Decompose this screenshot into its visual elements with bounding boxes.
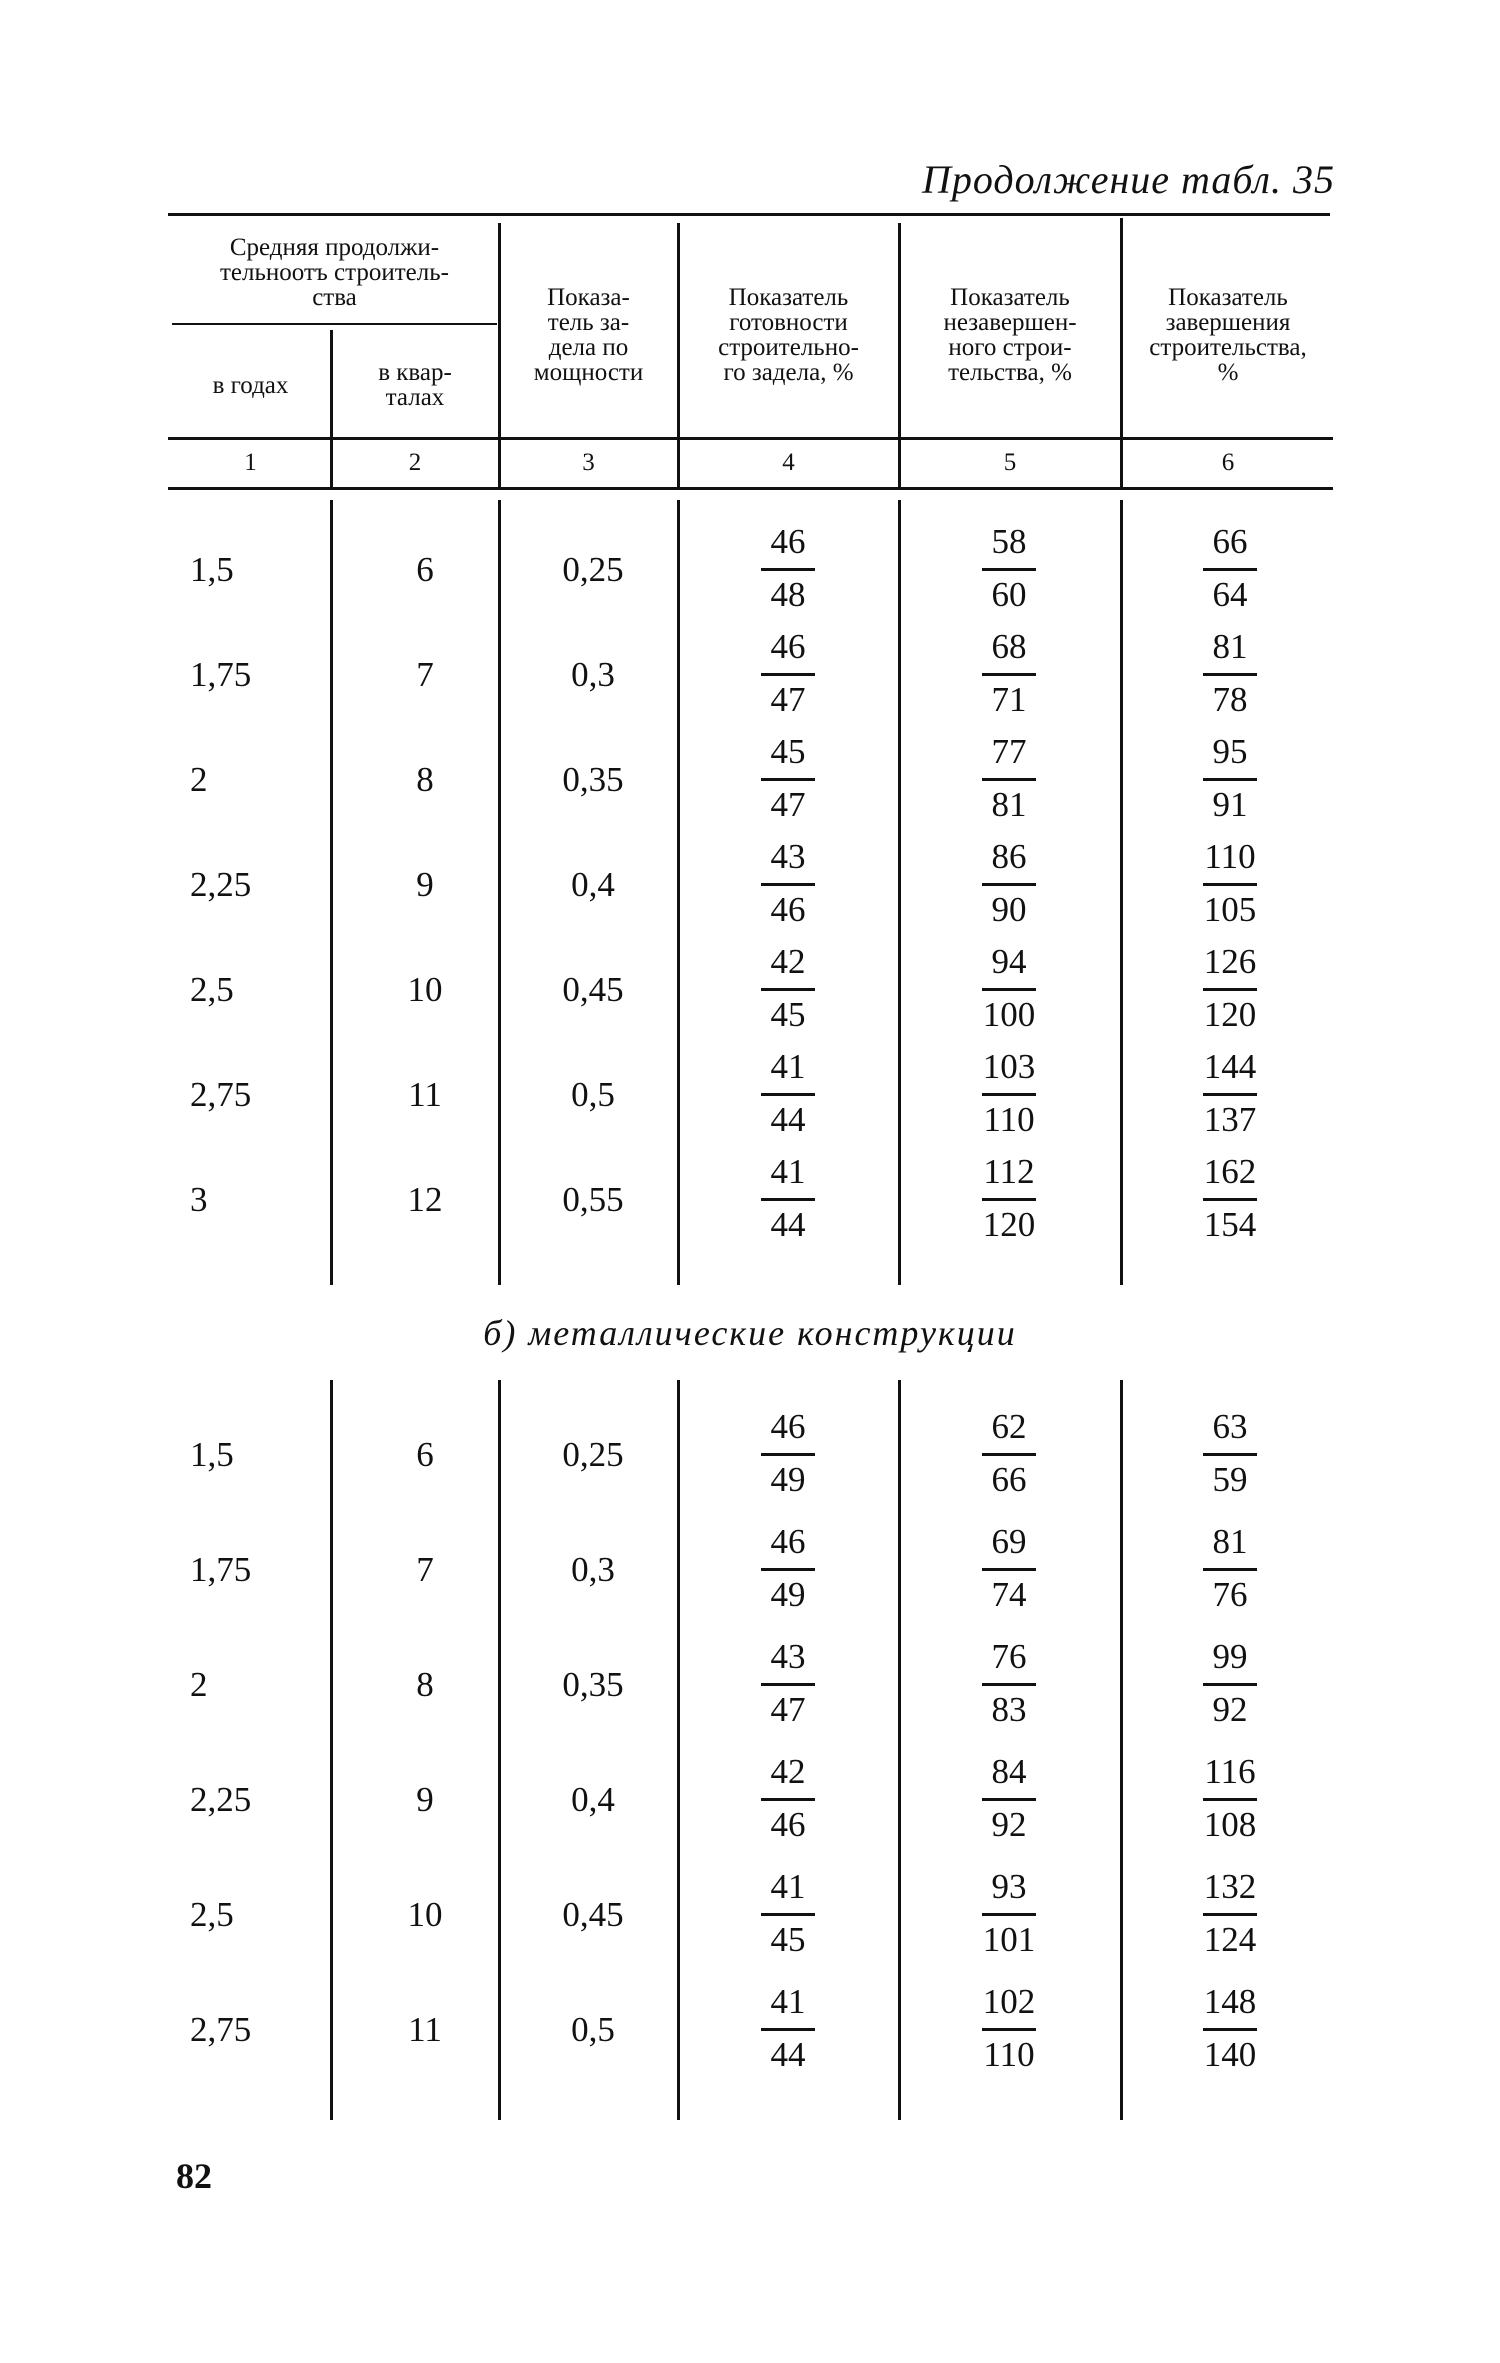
- readiness-fraction: [738, 1522, 838, 1615]
- denominator: 76: [1212, 1575, 1248, 1614]
- readiness-fraction: [738, 1407, 838, 1500]
- numerator: 102: [982, 1982, 1036, 2021]
- completion-fraction: [1180, 1152, 1280, 1245]
- fraction-bar: [982, 1453, 1036, 1456]
- numerator: 95: [1212, 732, 1248, 771]
- body-divider: [330, 500, 333, 1285]
- numerator: 66: [1212, 522, 1248, 561]
- quarters-cell: 8: [416, 1665, 434, 1704]
- unfinished-fraction: [959, 1152, 1059, 1245]
- numerator: 68: [991, 627, 1027, 666]
- denominator: 71: [991, 680, 1027, 719]
- header-quarters: в квар- талах: [378, 359, 452, 411]
- fraction-bar: [761, 883, 815, 886]
- numerator: 110: [1204, 837, 1256, 876]
- quarters-cell: 11: [408, 2010, 442, 2049]
- header-unfinished-indicator: Показатель незавершен- ного строи- тельства, %: [943, 284, 1077, 386]
- numerator: 45: [770, 732, 806, 771]
- numerator: 46: [770, 1407, 806, 1446]
- fraction-bar: [761, 988, 815, 991]
- table-caption: Продолжение табл. 35: [921, 157, 1335, 202]
- numerator: 58: [991, 522, 1027, 561]
- fraction-bar: [761, 1913, 815, 1916]
- fraction-bar: [1203, 673, 1257, 676]
- column-number: 3: [582, 449, 595, 476]
- fraction-bar: [1203, 1913, 1257, 1916]
- fraction-bar: [761, 1198, 815, 1201]
- fraction-bar: [1203, 988, 1257, 991]
- denominator: 44: [770, 2035, 806, 2074]
- denominator: 48: [770, 575, 806, 614]
- denominator: 44: [770, 1205, 806, 1244]
- column-number: 1: [244, 449, 257, 476]
- unfinished-fraction: [959, 1407, 1059, 1500]
- column-number: 5: [1003, 449, 1017, 476]
- numerator: 42: [770, 942, 806, 981]
- body-divider: [498, 1380, 501, 2120]
- readiness-fraction: [738, 1752, 838, 1845]
- readiness-fraction: [738, 837, 838, 930]
- completion-fraction: [1180, 1522, 1280, 1615]
- denominator: 66: [991, 1460, 1027, 1499]
- fraction-bar: [1203, 1683, 1257, 1686]
- numerator: 86: [991, 837, 1027, 876]
- denominator: 47: [770, 680, 806, 719]
- denominator: 140: [1203, 2035, 1257, 2074]
- denominator: 64: [1212, 575, 1248, 614]
- numerator: 162: [1203, 1152, 1257, 1191]
- completion-fraction: [1180, 1407, 1280, 1500]
- denominator: 90: [991, 890, 1027, 929]
- fraction-bar: [982, 673, 1036, 676]
- denominator: 120: [982, 1205, 1036, 1244]
- denominator: 120: [1203, 995, 1257, 1034]
- fraction-bar: [1203, 1568, 1257, 1571]
- unfinished-fraction: [959, 1047, 1059, 1140]
- unfinished-fraction: [959, 1522, 1059, 1615]
- header-years: в годах: [212, 371, 289, 399]
- page-number: 82: [176, 2156, 212, 2196]
- body-divider: [898, 500, 901, 1285]
- years-cell: 1,75: [190, 1550, 252, 1589]
- numerator: 81: [1212, 1522, 1248, 1561]
- fraction-bar: [761, 568, 815, 571]
- years-cell: 1,5: [190, 1435, 234, 1474]
- quarters-cell: 7: [416, 1550, 434, 1589]
- numerator: 81: [1212, 627, 1248, 666]
- numerator: 41: [770, 1047, 806, 1086]
- readiness-fraction: [738, 942, 838, 1035]
- fraction-bar: [761, 1453, 815, 1456]
- power-cell: 0,3: [571, 1550, 615, 1589]
- unfinished-fraction: [959, 522, 1059, 615]
- numerator: 46: [770, 522, 806, 561]
- readiness-fraction: [738, 1047, 838, 1140]
- power-cell: 0,5: [571, 1075, 615, 1114]
- numerator: 76: [991, 1637, 1027, 1676]
- fraction-bar: [982, 1913, 1036, 1916]
- denominator: 44: [770, 1100, 806, 1139]
- years-cell: 2,25: [190, 865, 252, 904]
- numerator: 116: [1204, 1752, 1256, 1791]
- numerator: 103: [982, 1047, 1036, 1086]
- power-cell: 0,55: [562, 1180, 624, 1219]
- years-cell: 2: [190, 760, 208, 799]
- denominator: 110: [983, 2035, 1035, 2074]
- fraction-bar: [761, 1798, 815, 1801]
- numerator: 126: [1203, 942, 1257, 981]
- quarters-cell: 9: [416, 1780, 434, 1819]
- fraction-bar: [1203, 2028, 1257, 2031]
- denominator: 105: [1203, 890, 1257, 929]
- completion-fraction: [1180, 942, 1280, 1035]
- fraction-bar: [1203, 1453, 1257, 1456]
- quarters-cell: 10: [407, 1895, 443, 1934]
- power-cell: 0,45: [562, 970, 624, 1009]
- denominator: 110: [983, 1100, 1035, 1139]
- column-number: 4: [782, 449, 795, 476]
- readiness-fraction: [738, 522, 838, 615]
- numerator: 132: [1203, 1867, 1257, 1906]
- fraction-bar: [982, 2028, 1036, 2031]
- unfinished-fraction: [959, 1982, 1059, 2075]
- fraction-bar: [1203, 883, 1257, 886]
- years-cell: 1,75: [190, 655, 252, 694]
- power-cell: 0,45: [562, 1895, 624, 1934]
- readiness-fraction: [738, 1152, 838, 1245]
- completion-fraction: [1180, 732, 1280, 825]
- unfinished-fraction: [959, 837, 1059, 930]
- quarters-cell: 6: [416, 550, 434, 589]
- fraction-bar: [761, 778, 815, 781]
- fraction-bar: [982, 568, 1036, 571]
- power-cell: 0,25: [562, 1435, 624, 1474]
- unfinished-fraction: [959, 942, 1059, 1035]
- column-numbers-rule: [168, 487, 1333, 490]
- unfinished-fraction: [959, 732, 1059, 825]
- power-cell: 0,5: [571, 2010, 615, 2049]
- fraction-bar: [982, 1568, 1036, 1571]
- denominator: 91: [1212, 785, 1248, 824]
- numerator: 63: [1212, 1407, 1248, 1446]
- unfinished-fraction: [959, 627, 1059, 720]
- quarters-cell: 9: [416, 865, 434, 904]
- denominator: 49: [770, 1575, 806, 1614]
- body-divider: [677, 500, 680, 1285]
- numerator: 77: [991, 732, 1027, 771]
- completion-fraction: [1180, 522, 1280, 615]
- denominator: 154: [1203, 1205, 1257, 1244]
- years-cell: 2,5: [190, 1895, 234, 1934]
- fraction-bar: [761, 1093, 815, 1096]
- denominator: 100: [982, 995, 1036, 1034]
- power-cell: 0,4: [571, 1780, 615, 1819]
- years-cell: 1,5: [190, 550, 234, 589]
- years-cell: 2: [190, 1665, 208, 1704]
- power-cell: 0,35: [562, 760, 624, 799]
- denominator: 47: [770, 785, 806, 824]
- body-divider: [898, 1380, 901, 2120]
- body-divider: [1120, 500, 1123, 1285]
- numerator: 144: [1203, 1047, 1257, 1086]
- body-divider: [677, 1380, 680, 2120]
- numerator: 93: [991, 1867, 1027, 1906]
- denominator: 81: [991, 785, 1027, 824]
- readiness-fraction: [738, 627, 838, 720]
- denominator: 108: [1203, 1805, 1257, 1844]
- header-completion-indicator: Показатель завершения строительства, %: [1149, 284, 1307, 386]
- unfinished-fraction: [959, 1752, 1059, 1845]
- denominator: 124: [1203, 1920, 1257, 1959]
- fraction-bar: [982, 1093, 1036, 1096]
- numerator: 94: [991, 942, 1027, 981]
- body-divider: [498, 500, 501, 1285]
- completion-fraction: [1180, 1637, 1280, 1730]
- denominator: 49: [770, 1460, 806, 1499]
- numerator: 42: [770, 1752, 806, 1791]
- fraction-bar: [982, 778, 1036, 781]
- fraction-bar: [761, 1568, 815, 1571]
- denominator: 74: [991, 1575, 1027, 1614]
- completion-fraction: [1180, 837, 1280, 930]
- quarters-cell: 7: [416, 655, 434, 694]
- fraction-bar: [1203, 1798, 1257, 1801]
- fraction-bar: [982, 1198, 1036, 1201]
- fraction-bar: [761, 2028, 815, 2031]
- numerator: 46: [770, 1522, 806, 1561]
- denominator: 60: [991, 575, 1027, 614]
- column-number: 6: [1221, 449, 1235, 476]
- column-number: 2: [408, 449, 422, 476]
- denominator: 83: [991, 1690, 1027, 1729]
- fraction-bar: [982, 988, 1036, 991]
- completion-fraction: [1180, 627, 1280, 720]
- duration-group-rule: [172, 323, 497, 325]
- denominator: 46: [770, 1805, 806, 1844]
- numerator: 41: [770, 1982, 806, 2021]
- power-cell: 0,4: [571, 865, 615, 904]
- numerator: 84: [991, 1752, 1027, 1791]
- quarters-cell: 10: [407, 970, 443, 1009]
- numerator: 43: [770, 837, 806, 876]
- years-cell: 3: [190, 1180, 208, 1219]
- numerator: 41: [770, 1152, 806, 1191]
- quarters-cell: 12: [407, 1180, 443, 1219]
- fraction-bar: [982, 1798, 1036, 1801]
- numerator: 148: [1203, 1982, 1257, 2021]
- fraction-bar: [761, 1683, 815, 1686]
- years-cell: 2,25: [190, 1780, 252, 1819]
- body-divider: [330, 1380, 333, 2120]
- readiness-fraction: [738, 1637, 838, 1730]
- readiness-fraction: [738, 1982, 838, 2075]
- fraction-bar: [1203, 1198, 1257, 1201]
- numerator: 43: [770, 1637, 806, 1676]
- quarters-cell: 8: [416, 760, 434, 799]
- numerator: 62: [991, 1407, 1027, 1446]
- section-b-title: б) металлические конструкции: [483, 1313, 1017, 1353]
- years-cell: 2,5: [190, 970, 234, 1009]
- power-cell: 0,3: [571, 655, 615, 694]
- numerator: 46: [770, 627, 806, 666]
- denominator: 47: [770, 1690, 806, 1729]
- completion-fraction: [1180, 1982, 1280, 2075]
- denominator: 45: [770, 1920, 806, 1959]
- fraction-bar: [982, 883, 1036, 886]
- years-cell: 2,75: [190, 1075, 252, 1114]
- completion-fraction: [1180, 1752, 1280, 1845]
- readiness-fraction: [738, 732, 838, 825]
- denominator: 45: [770, 995, 806, 1034]
- denominator: 59: [1212, 1460, 1248, 1499]
- denominator: 78: [1212, 680, 1248, 719]
- header-duration-group: Средняя продолжи- тельноотъ строитель- ства: [220, 233, 449, 311]
- power-cell: 0,25: [562, 550, 624, 589]
- quarters-cell: 11: [408, 1075, 442, 1114]
- completion-fraction: [1180, 1867, 1280, 1960]
- body-divider: [1120, 1380, 1123, 2120]
- fraction-bar: [982, 1683, 1036, 1686]
- unfinished-fraction: [959, 1867, 1059, 1960]
- header-readiness-indicator: Показатель готовности строительно- го задела, %: [718, 284, 859, 386]
- denominator: 92: [991, 1805, 1027, 1844]
- header-bottom-rule: [168, 437, 1333, 440]
- readiness-fraction: [738, 1867, 838, 1960]
- denominator: 137: [1203, 1100, 1257, 1139]
- denominator: 46: [770, 890, 806, 929]
- numerator: 112: [983, 1152, 1035, 1191]
- numerator: 69: [991, 1522, 1027, 1561]
- fraction-bar: [1203, 1093, 1257, 1096]
- unfinished-fraction: [959, 1637, 1059, 1730]
- power-cell: 0,35: [562, 1665, 624, 1704]
- header-power-indicator: Показа- тель за- дела по мощности: [533, 284, 644, 386]
- quarters-cell: 6: [416, 1435, 434, 1474]
- numerator: 99: [1212, 1637, 1248, 1676]
- fraction-bar: [1203, 778, 1257, 781]
- fraction-bar: [1203, 568, 1257, 571]
- completion-fraction: [1180, 1047, 1280, 1140]
- denominator: 101: [982, 1920, 1036, 1959]
- denominator: 92: [1212, 1690, 1248, 1729]
- numerator: 41: [770, 1867, 806, 1906]
- table-top-rule: [168, 213, 1330, 216]
- years-cell: 2,75: [190, 2010, 252, 2049]
- fraction-bar: [761, 673, 815, 676]
